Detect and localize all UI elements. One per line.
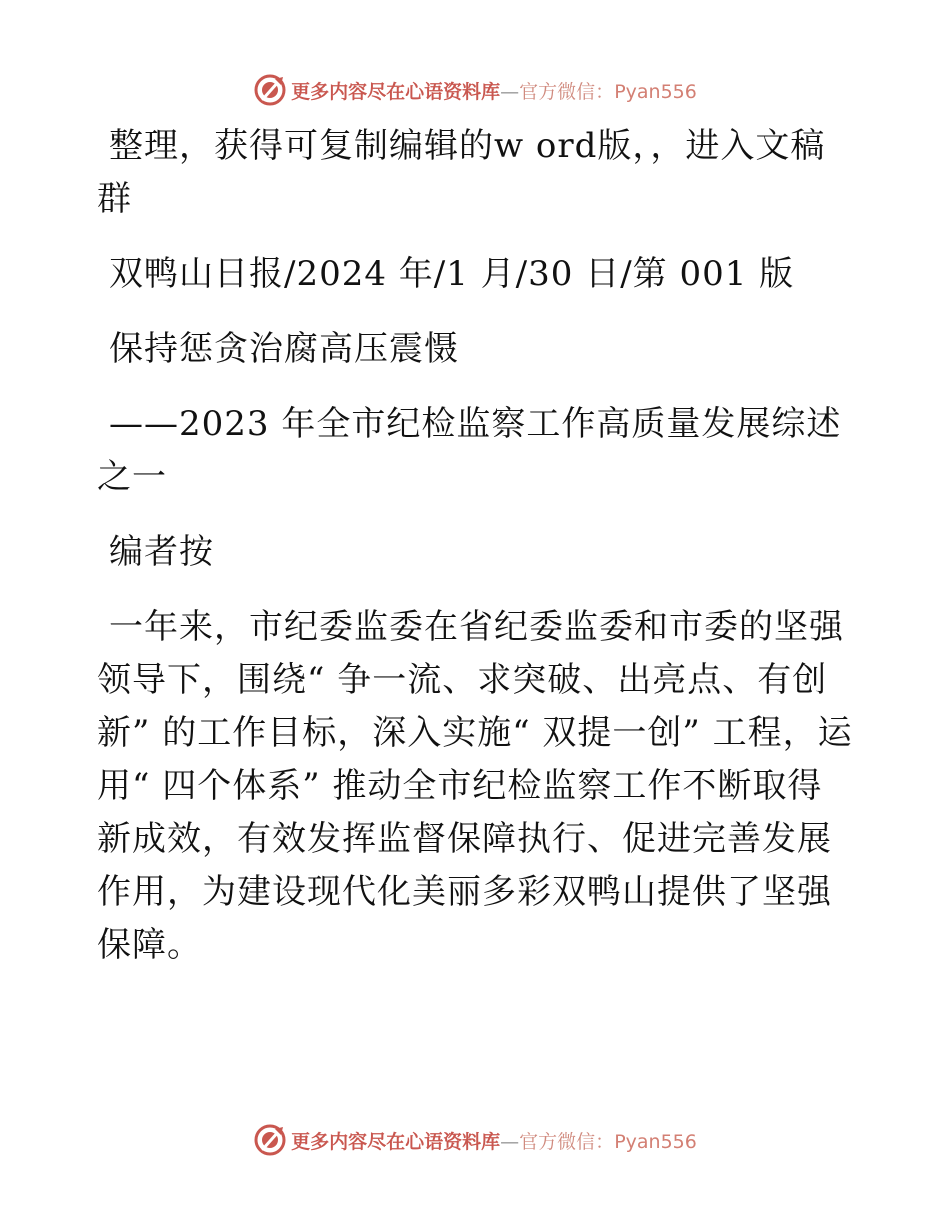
- pen-seal-logo-icon: [253, 73, 287, 107]
- watermark-text: 更多内容尽在心语资料库—官方微信：Pyan556: [291, 1130, 697, 1153]
- source-line: 双鸭山日报/2024 年/1 月/30 日/第 001 版: [109, 254, 795, 294]
- intro-line: 整理，获得可复制编辑的w ord版，，进入文稿群: [97, 126, 826, 219]
- article-subtitle: ——2023 年全市纪检监察工作高质量发展综述之一: [97, 404, 842, 497]
- watermark-text: 更多内容尽在心语资料库—官方微信：Pyan556: [291, 80, 697, 103]
- article-title: 保持惩贪治腐高压震慑: [109, 329, 459, 369]
- document-body: [97, 120, 857, 972]
- editor-note-body: 一年来，市纪委监委在省纪委监委和市委的坚强领导下，围绕“ 争一流、求突破、出亮点、有创新” 的工作目标，深入实施“ 双提一创” 工程，运用“ 四个体系” 推动全市纪检监察工作不断取得新成效，有效发挥监督保障执行、促进完善发展作用，为建设现代化美丽多彩双鸭山提供了坚强保障。: [97, 607, 853, 965]
- editor-note-label: 编者按: [109, 532, 214, 572]
- footer-watermark: [0, 1120, 950, 1160]
- header-watermark: [0, 70, 950, 110]
- pen-seal-logo-icon: [253, 1123, 287, 1157]
